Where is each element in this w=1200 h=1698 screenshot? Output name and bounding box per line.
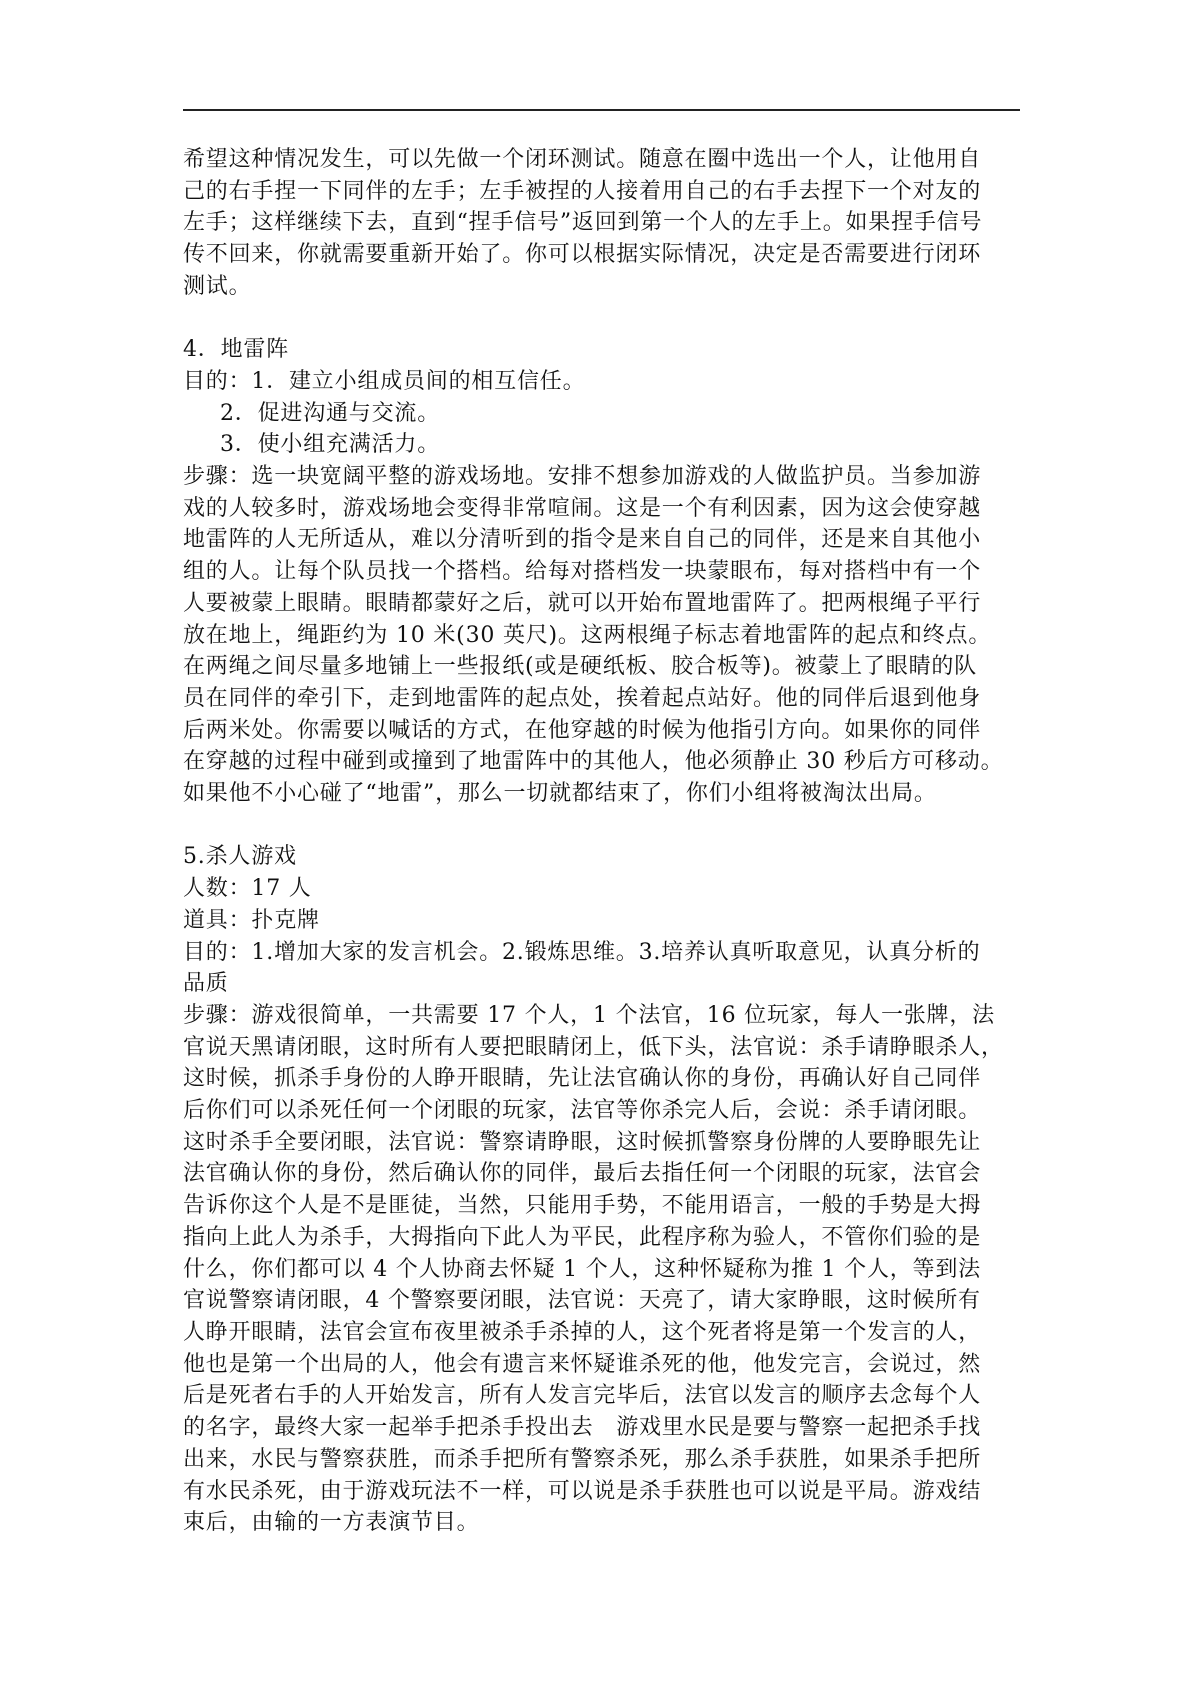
section-killer-game bbox=[183, 841, 1033, 1538]
text-line: 在两绳之间尽量多地铺上一些报纸(或是硬纸板、胶合板等)。被蒙上了眼睛的队 bbox=[183, 654, 977, 680]
intro-paragraph bbox=[183, 144, 1033, 303]
goal-line: 目的：1.增加大家的发言机会。2.锻炼思维。3.培养认真听取意见，认真分析的 bbox=[183, 939, 981, 965]
text-line: 后是死者右手的人开始发言，所有人发言完毕后，法官以发言的顺序去念每个人 bbox=[183, 1383, 982, 1409]
text-line: 员在同伴的牵引下，走到地雷阵的起点处，挨着起点站好。他的同伴后退到他身 bbox=[183, 685, 982, 711]
goal-line: 品质 bbox=[183, 971, 229, 997]
text-line: 有水民杀死，由于游戏玩法不一样，可以说是杀手获胜也可以说是平局。游戏结 bbox=[183, 1478, 982, 1504]
text-line: 在穿越的过程中碰到或撞到了地雷阵中的其他人，他必须静止 30 秒后方可移动。 bbox=[183, 749, 1004, 775]
section-title: 4．地雷阵 bbox=[183, 337, 289, 363]
text-line: 这时候，抓杀手身份的人睁开眼睛，先让法官确认你的身份，再确认好自己同伴 bbox=[183, 1066, 982, 1092]
text-line: 官说天黑请闭眼，这时所有人要把眼睛闭上，低下头，法官说：杀手请睁眼杀人， bbox=[183, 1034, 1004, 1060]
text-line: 人睁开眼睛，法官会宣布夜里被杀手杀掉的人，这个死者将是第一个发言的人， bbox=[183, 1319, 982, 1345]
blank-line bbox=[183, 810, 1033, 842]
text-line: 出来，水民与警察获胜，而杀手把所有警察杀死，那么杀手获胜，如果杀手把所 bbox=[183, 1446, 982, 1472]
text-line: 步骤：游戏很简单，一共需要 17 个人，1 个法官，16 位玩家，每人一张牌，法 bbox=[183, 1002, 995, 1028]
people-count: 人数：17 人 bbox=[183, 876, 312, 902]
text-line: 左手；这样继续下去，直到“捏手信号”返回到第一个人的左手上。如果捏手信号 bbox=[183, 210, 983, 236]
goal-line: 目的：1．建立小组成员间的相互信任。 bbox=[183, 368, 586, 394]
text-line: 后你们可以杀死任何一个闭眼的玩家，法官等你杀完人后，会说：杀手请闭眼。 bbox=[183, 1098, 982, 1124]
text-line: 测试。 bbox=[183, 273, 252, 299]
text-line: 指向上此人为杀手，大拇指向下此人为平民，此程序称为验人，不管你们验的是 bbox=[183, 1224, 982, 1250]
goal-line: 2．促进沟通与交流。 bbox=[220, 400, 440, 426]
section-title: 5.杀人游戏 bbox=[183, 844, 297, 870]
text-line: 希望这种情况发生，可以先做一个闭环测试。随意在圈中选出一个人，让他用自 bbox=[183, 147, 982, 172]
blank-line bbox=[183, 303, 1033, 335]
text-line: 后两米处。你需要以喊话的方式，在他穿越的时候为他指引方向。如果你的同伴 bbox=[183, 717, 982, 743]
text-line: 什么，你们都可以 4 个人协商去怀疑 1 个人，这种怀疑称为推 1 个人，等到法 bbox=[183, 1256, 981, 1282]
text-line: 放在地上，绳距约为 10 米(30 英尺)。这两根绳子标志着地雷阵的起点和终点。 bbox=[183, 622, 992, 648]
text-line: 组的人。让每个队员找一个搭档。给每对搭档发一块蒙眼布，每对搭档中有一个 bbox=[183, 559, 982, 585]
text-line: 步骤：选一块宽阔平整的游戏场地。安排不想参加游戏的人做监护员。当参加游 bbox=[183, 464, 982, 490]
text-line: 人要被蒙上眼睛。眼睛都蒙好之后，就可以开始布置地雷阵了。把两根绳子平行 bbox=[183, 590, 982, 616]
text-line: 戏的人较多时，游戏场地会变得非常喧闹。这是一个有利因素，因为这会使穿越 bbox=[183, 495, 982, 521]
text-line: 束后，由输的一方表演节目。 bbox=[183, 1510, 480, 1536]
text-line: 地雷阵的人无所适从，难以分清听到的指令是来自自己的同伴，还是来自其他小 bbox=[183, 527, 982, 553]
text-line: 传不回来，你就需要重新开始了。你可以根据实际情况，决定是否需要进行闭环 bbox=[183, 242, 982, 268]
section-minefield bbox=[183, 334, 1033, 810]
text-line: 如果他不小心碰了“地雷”，那么一切就都结束了，你们小组将被淘汰出局。 bbox=[183, 781, 937, 807]
text-line: 这时杀手全要闭眼，法官说：警察请睁眼，这时候抓警察身份牌的人要睁眼先让 bbox=[183, 1129, 982, 1155]
goal-line: 3．使小组充满活力。 bbox=[220, 432, 440, 458]
document-body bbox=[183, 144, 1033, 1539]
text-line: 的名字，最终大家一起举手把杀手投出去 游戏里水民是要与警察一起把杀手找 bbox=[183, 1415, 982, 1441]
header-rule bbox=[183, 109, 1020, 111]
props-line: 道具：扑克牌 bbox=[183, 907, 320, 933]
text-line: 法官确认你的身份，然后确认你的同伴，最后去指任何一个闭眼的玩家，法官会 bbox=[183, 1161, 982, 1187]
text-line: 他也是第一个出局的人，他会有遗言来怀疑谁杀死的他，他发完言，会说过，然 bbox=[183, 1351, 982, 1377]
text-line: 告诉你这个人是不是匪徒，当然，只能用手势，不能用语言，一般的手势是大拇 bbox=[183, 1193, 982, 1219]
text-line: 官说警察请闭眼，4 个警察要闭眼，法官说：天亮了，请大家睁眼，这时候所有 bbox=[183, 1288, 981, 1314]
text-line: 己的右手捏一下同伴的左手；左手被捏的人接着用自己的右手去捏下一个对友的 bbox=[183, 178, 982, 204]
